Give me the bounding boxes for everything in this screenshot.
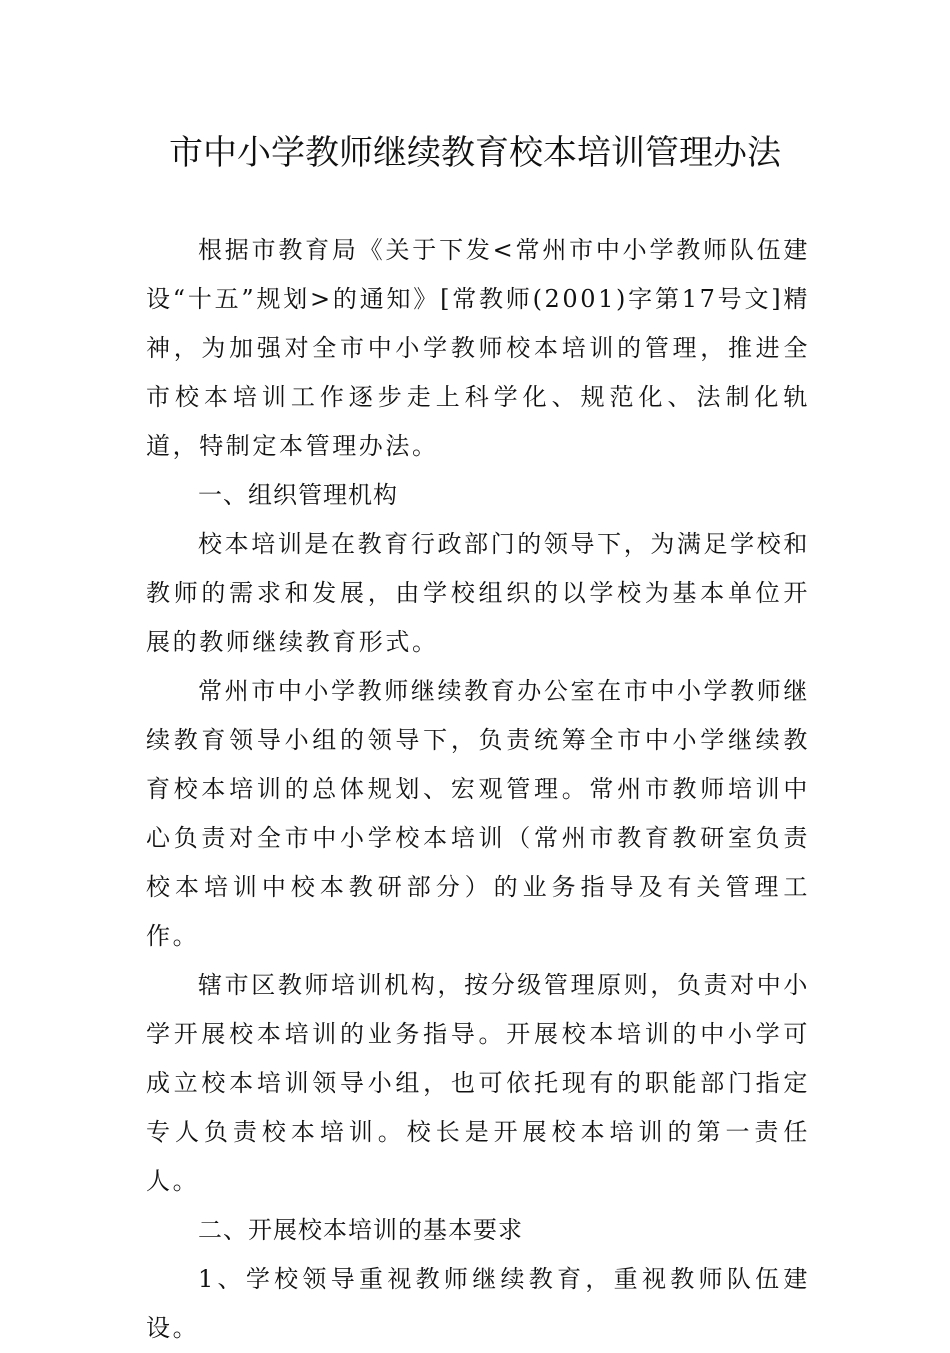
intro-paragraph: 根据市教育局《关于下发<常州市中小学教师队伍建设“十五”规划>的通知》[常教师(2001)字第17号文]精神，为加强对全市中小学教师校本培训的管理，推进全市校本培训工作逐步走上科学化、规范化、法制化轨道，特制定本管理办法。 bbox=[146, 236, 810, 460]
body-paragraph: 常州市中小学教师继续教育办公室在市中小学教师继续教育领导小组的领导下，负责统筹全市中小学继续教育校本培训的总体规划、宏观管理。常州市教师培训中心负责对全市中小学校本培训（常州市教育教研室负责校本培训中校本教研部分）的业务指导及有关管理工作。 bbox=[146, 677, 810, 950]
body-paragraph: 辖市区教师培训机构，按分级管理原则，负责对中小学开展校本培训的业务指导。开展校本培训的中小学可成立校本培训领导小组，也可依托现有的职能部门指定专人负责校本培训。校长是开展校本培训的第一责任人。 bbox=[146, 971, 810, 1195]
document-title: 市中小学教师继续教育校本培训管理办法 bbox=[169, 133, 781, 173]
body-paragraph: 校本培训是在教育行政部门的领导下，为满足学校和教师的需求和发展，由学校组织的以学校为基本单位开展的教师继续教育形式。 bbox=[146, 530, 810, 656]
section-heading-requirements: 二、开展校本培训的基本要求 bbox=[198, 1216, 523, 1244]
body-paragraph: 1、学校领导重视教师继续教育，重视教师队伍建设。 bbox=[146, 1265, 810, 1342]
section-heading-organization: 一、组织管理机构 bbox=[198, 481, 398, 509]
document-body bbox=[146, 226, 810, 1353]
